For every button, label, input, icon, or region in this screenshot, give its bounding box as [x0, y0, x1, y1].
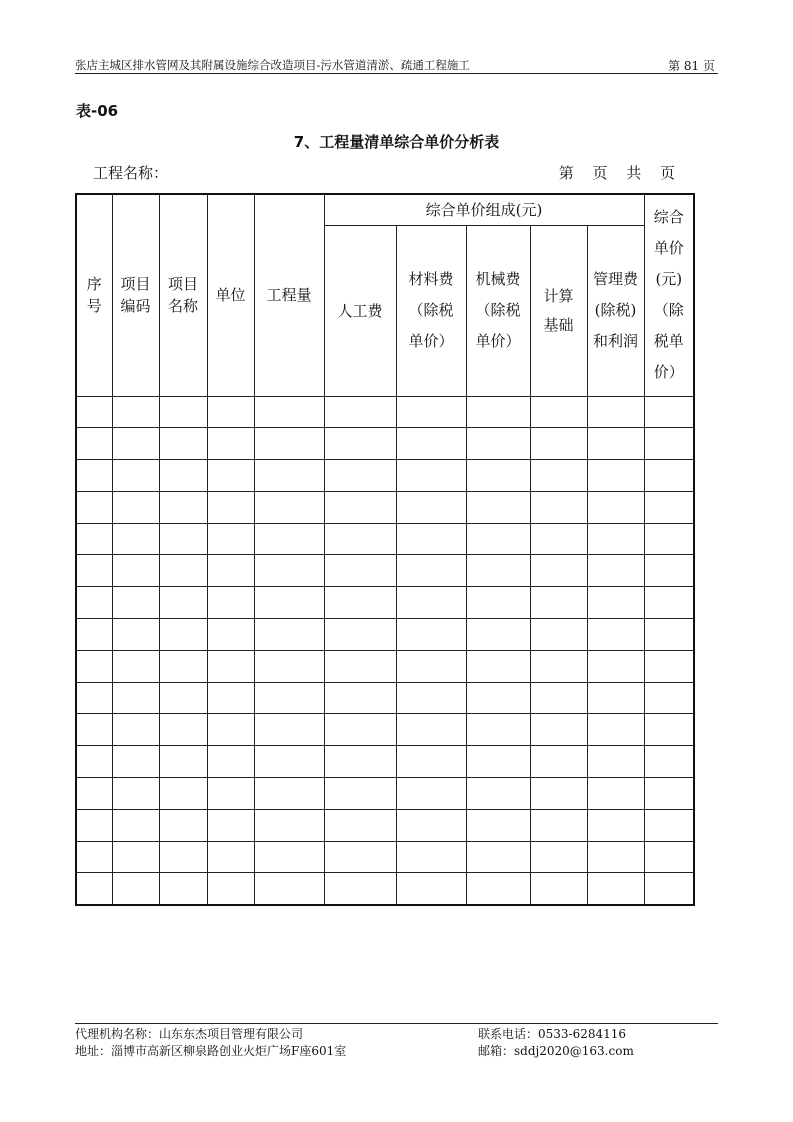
table-cell: [396, 523, 466, 555]
table-cell: [587, 587, 644, 619]
table-cell: [207, 460, 254, 492]
table-cell: [587, 460, 644, 492]
col-header-qty: 工程量: [254, 194, 324, 396]
footer-phone: 联系电话：0533-6284116: [478, 1027, 627, 1041]
table-cell: [207, 555, 254, 587]
table-cell: [254, 841, 324, 873]
table-cell: [587, 491, 644, 523]
table-row: [76, 460, 694, 492]
col-header-mgmt: 管理费(除税)和利润: [587, 225, 644, 396]
footer-address: 地址：淄博市高新区柳泉路创业火炬广场F座601室: [75, 1044, 347, 1058]
table-cell: [76, 555, 112, 587]
table-cell: [644, 873, 694, 905]
table-cell: [530, 746, 587, 778]
table-cell: [207, 873, 254, 905]
table-row: [76, 841, 694, 873]
table-cell: [466, 873, 530, 905]
table-cell: [466, 714, 530, 746]
table-cell: [159, 778, 207, 810]
table-cell: [466, 746, 530, 778]
header-divider: [75, 73, 718, 74]
table-row: [76, 491, 694, 523]
table-cell: [207, 746, 254, 778]
table-cell: [76, 778, 112, 810]
table-cell: [112, 841, 159, 873]
table-cell: [466, 460, 530, 492]
table-cell: [324, 555, 396, 587]
table-cell: [112, 809, 159, 841]
table-cell: [159, 746, 207, 778]
table-cell: [466, 491, 530, 523]
table-cell: [466, 587, 530, 619]
col-header-material: 材料费（除税单价）: [396, 225, 466, 396]
table-cell: [644, 650, 694, 682]
table-cell: [324, 523, 396, 555]
table-cell: [254, 460, 324, 492]
table-cell: [466, 523, 530, 555]
table-cell: [76, 523, 112, 555]
table-cell: [530, 778, 587, 810]
table-cell: [587, 555, 644, 587]
table-cell: [644, 746, 694, 778]
table-cell: [159, 650, 207, 682]
table-cell: [112, 650, 159, 682]
table-cell: [324, 491, 396, 523]
table-cell: [76, 809, 112, 841]
table-cell: [159, 682, 207, 714]
footer-agency: 代理机构名称：山东东杰项目管理有限公司: [75, 1027, 304, 1041]
table-cell: [159, 428, 207, 460]
table-cell: [644, 428, 694, 460]
table-cell: [254, 491, 324, 523]
table-cell: [530, 682, 587, 714]
col-header-code: 项目编码: [112, 194, 159, 396]
table-cell: [644, 555, 694, 587]
table-cell: [112, 682, 159, 714]
table-cell: [159, 523, 207, 555]
table-cell: [644, 523, 694, 555]
table-cell: [112, 714, 159, 746]
table-cell: [159, 714, 207, 746]
table-cell: [207, 491, 254, 523]
table-cell: [324, 841, 396, 873]
table-cell: [254, 619, 324, 651]
table-cell: [530, 873, 587, 905]
table-row: [76, 619, 694, 651]
table-row: [76, 714, 694, 746]
table-cell: [207, 714, 254, 746]
table-cell: [76, 396, 112, 428]
table-cell: [159, 460, 207, 492]
table-cell: [76, 491, 112, 523]
table-cell: [466, 809, 530, 841]
table-cell: [254, 682, 324, 714]
table-cell: [466, 841, 530, 873]
table-cell: [324, 460, 396, 492]
table-cell: [587, 619, 644, 651]
table-row: [76, 682, 694, 714]
table-cell: [644, 841, 694, 873]
table-cell: [530, 587, 587, 619]
table-cell: [76, 650, 112, 682]
table-cell: [76, 460, 112, 492]
table-row: [76, 650, 694, 682]
table-cell: [254, 428, 324, 460]
table-cell: [254, 523, 324, 555]
table-cell: [254, 650, 324, 682]
table-row: [76, 778, 694, 810]
table-cell: [159, 396, 207, 428]
table-cell: [530, 428, 587, 460]
table-cell: [587, 428, 644, 460]
table-cell: [466, 650, 530, 682]
table-row: [76, 873, 694, 905]
table-cell: [530, 555, 587, 587]
table-cell: [644, 809, 694, 841]
table-cell: [530, 714, 587, 746]
table-cell: [324, 650, 396, 682]
table-cell: [324, 778, 396, 810]
table-cell: [396, 778, 466, 810]
table-cell: [112, 555, 159, 587]
table-cell: [530, 460, 587, 492]
table-cell: [466, 555, 530, 587]
table-cell: [644, 714, 694, 746]
table-cell: [396, 650, 466, 682]
table-cell: [396, 396, 466, 428]
table-row: [76, 587, 694, 619]
table-cell: [324, 714, 396, 746]
table-cell: [207, 619, 254, 651]
table-cell: [644, 396, 694, 428]
table-cell: [324, 746, 396, 778]
table-cell: [112, 746, 159, 778]
table-cell: [644, 460, 694, 492]
table-cell: [112, 619, 159, 651]
table-cell: [159, 841, 207, 873]
table-cell: [112, 396, 159, 428]
table-cell: [159, 873, 207, 905]
table-cell: [587, 778, 644, 810]
table-cell: [159, 587, 207, 619]
table-cell: [207, 396, 254, 428]
table-cell: [76, 428, 112, 460]
unit-price-analysis-table: [75, 193, 695, 906]
col-header-seq: 序号: [76, 194, 112, 396]
table-cell: [396, 714, 466, 746]
table-cell: [587, 682, 644, 714]
table-row: [76, 428, 694, 460]
table-cell: [466, 682, 530, 714]
table-cell: [254, 746, 324, 778]
table-cell: [530, 396, 587, 428]
table-row: [76, 809, 694, 841]
header-page-number: 第 81 页: [668, 59, 715, 73]
table-cell: [396, 428, 466, 460]
table-cell: [644, 619, 694, 651]
table-cell: [207, 587, 254, 619]
table-cell: [207, 428, 254, 460]
table-cell: [254, 809, 324, 841]
table-cell: [254, 555, 324, 587]
table-cell: [587, 714, 644, 746]
table-cell: [396, 460, 466, 492]
table-cell: [396, 809, 466, 841]
table-cell: [396, 619, 466, 651]
table-row: [76, 555, 694, 587]
table-cell: [396, 873, 466, 905]
table-cell: [76, 746, 112, 778]
table-cell: [324, 619, 396, 651]
col-header-base: 计算基础: [530, 225, 587, 396]
table-cell: [159, 809, 207, 841]
col-header-name: 项目名称: [159, 194, 207, 396]
table-cell: [396, 587, 466, 619]
col-header-machine: 机械费（除税单价）: [466, 225, 530, 396]
table-cell: [587, 396, 644, 428]
col-header-unit: 单位: [207, 194, 254, 396]
table-cell: [324, 873, 396, 905]
table-cell: [530, 809, 587, 841]
col-header-labor: 人工费: [324, 225, 396, 396]
table-cell: [207, 650, 254, 682]
table-cell: [159, 491, 207, 523]
table-cell: [530, 619, 587, 651]
table-cell: [396, 491, 466, 523]
table-cell: [254, 396, 324, 428]
table-cell: [76, 619, 112, 651]
table-cell: [76, 714, 112, 746]
table-cell: [644, 491, 694, 523]
table-cell: [76, 682, 112, 714]
table-cell: [76, 841, 112, 873]
footer-email: 邮箱：sddj2020@163.com: [478, 1044, 634, 1058]
table-cell: [159, 555, 207, 587]
table-cell: [396, 841, 466, 873]
table-cell: [112, 778, 159, 810]
page-title: 7、工程量清单综合单价分析表: [293, 133, 500, 151]
table-cell: [644, 778, 694, 810]
table-cell: [324, 396, 396, 428]
table-cell: [644, 682, 694, 714]
table-cell: [254, 873, 324, 905]
table-cell: [466, 619, 530, 651]
table-cell: [112, 491, 159, 523]
table-cell: [112, 460, 159, 492]
table-cell: [587, 809, 644, 841]
table-cell: [254, 714, 324, 746]
table-cell: [324, 809, 396, 841]
table-cell: [644, 587, 694, 619]
table-number: 表-06: [76, 102, 119, 120]
table-cell: [466, 778, 530, 810]
table-cell: [76, 873, 112, 905]
table-cell: [587, 746, 644, 778]
table-cell: [207, 841, 254, 873]
table-cell: [530, 650, 587, 682]
table-cell: [466, 428, 530, 460]
table-cell: [112, 523, 159, 555]
table-cell: [324, 682, 396, 714]
table-row: [76, 746, 694, 778]
table-cell: [396, 746, 466, 778]
table-cell: [587, 841, 644, 873]
table-cell: [587, 650, 644, 682]
table-cell: [112, 428, 159, 460]
table-cell: [530, 491, 587, 523]
table-cell: [530, 841, 587, 873]
project-name-label: 工程名称：: [93, 164, 169, 182]
table-cell: [466, 396, 530, 428]
table-cell: [254, 778, 324, 810]
table-cell: [207, 809, 254, 841]
table-cell: [112, 587, 159, 619]
table-cell: [396, 682, 466, 714]
table-row: [76, 523, 694, 555]
footer-divider: [75, 1023, 718, 1024]
table-cell: [324, 428, 396, 460]
table-cell: [396, 555, 466, 587]
table-cell: [587, 873, 644, 905]
table-cell: [324, 587, 396, 619]
page-info: 第 页 共 页: [558, 164, 675, 182]
table-cell: [76, 587, 112, 619]
table-cell: [159, 619, 207, 651]
table-cell: [207, 523, 254, 555]
col-header-composition: 综合单价组成(元): [324, 194, 644, 225]
table-cell: [587, 523, 644, 555]
table-cell: [530, 523, 587, 555]
table-cell: [207, 682, 254, 714]
header-project-title: 张店主城区排水管网及其附属设施综合改造项目-污水管道清淤、疏通工程施工: [75, 58, 470, 72]
table-row: [76, 396, 694, 428]
table-cell: [112, 873, 159, 905]
table-cell: [207, 778, 254, 810]
table-cell: [254, 587, 324, 619]
col-header-total: 综合单价(元)（除税单价）: [644, 194, 694, 396]
